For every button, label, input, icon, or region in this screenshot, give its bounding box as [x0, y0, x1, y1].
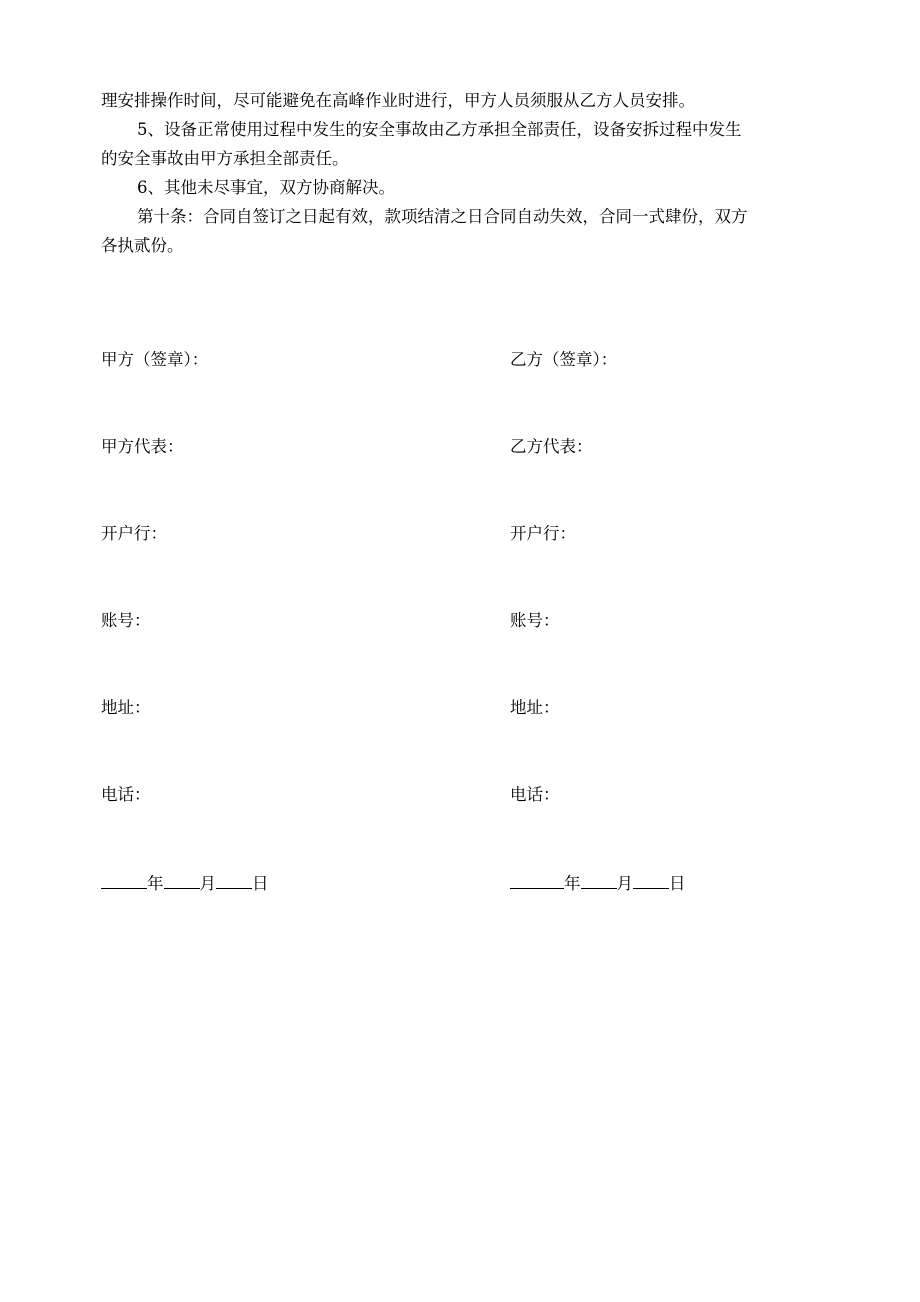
year-blank	[510, 871, 564, 889]
clause-line: 5、设备正常使用过程中发生的安全事故由乙方承担全部责任，设备安拆过程中发生	[137, 120, 742, 139]
day-blank	[633, 871, 669, 889]
party-b-signature-label: 乙方（签章）：	[510, 350, 618, 369]
month-label: 月	[199, 874, 216, 893]
party-b-date	[510, 871, 686, 895]
party-b-phone-label: 电话：	[510, 785, 560, 804]
month-blank	[164, 871, 200, 889]
year-label: 年	[147, 874, 164, 893]
party-a-phone-label: 电话：	[101, 785, 151, 804]
day-label: 日	[669, 874, 686, 893]
article-10	[101, 202, 821, 231]
clause-line: 各执贰份。	[101, 236, 184, 255]
clause-line: 6、其他未尽事宜，双方协商解决。	[137, 178, 395, 197]
clause-item-6	[101, 173, 821, 202]
party-a-bank-label: 开户行：	[101, 524, 167, 543]
year-blank	[101, 871, 147, 889]
party-a-representative-label: 甲方代表：	[101, 437, 184, 456]
clause-item-5-continuation	[101, 144, 821, 173]
month-label: 月	[616, 874, 633, 893]
clause-item-5	[101, 115, 821, 144]
party-b-address-label: 地址：	[510, 698, 560, 717]
party-b-account-label: 账号：	[510, 611, 560, 630]
clause-line: 理安排操作时间，尽可能避免在高峰作业时进行，甲方人员须服从乙方人员安排。	[101, 91, 695, 110]
article-10-continuation	[101, 231, 821, 260]
party-a-address-label: 地址：	[101, 698, 151, 717]
party-b-representative-label: 乙方代表：	[510, 437, 593, 456]
day-blank	[216, 871, 252, 889]
clause-continuation	[101, 86, 821, 115]
party-a-signature-label: 甲方（签章）：	[101, 350, 209, 369]
clause-line: 的安全事故由甲方承担全部责任。	[101, 149, 349, 168]
day-label: 日	[252, 874, 269, 893]
party-a-account-label: 账号：	[101, 611, 151, 630]
year-label: 年	[564, 874, 581, 893]
party-b-bank-label: 开户行：	[510, 524, 576, 543]
month-blank	[581, 871, 617, 889]
clause-line: 第十条：合同自签订之日起有效，款项结清之日合同自动失效，合同一式肆份，双方	[137, 207, 748, 226]
party-a-date	[101, 871, 269, 895]
